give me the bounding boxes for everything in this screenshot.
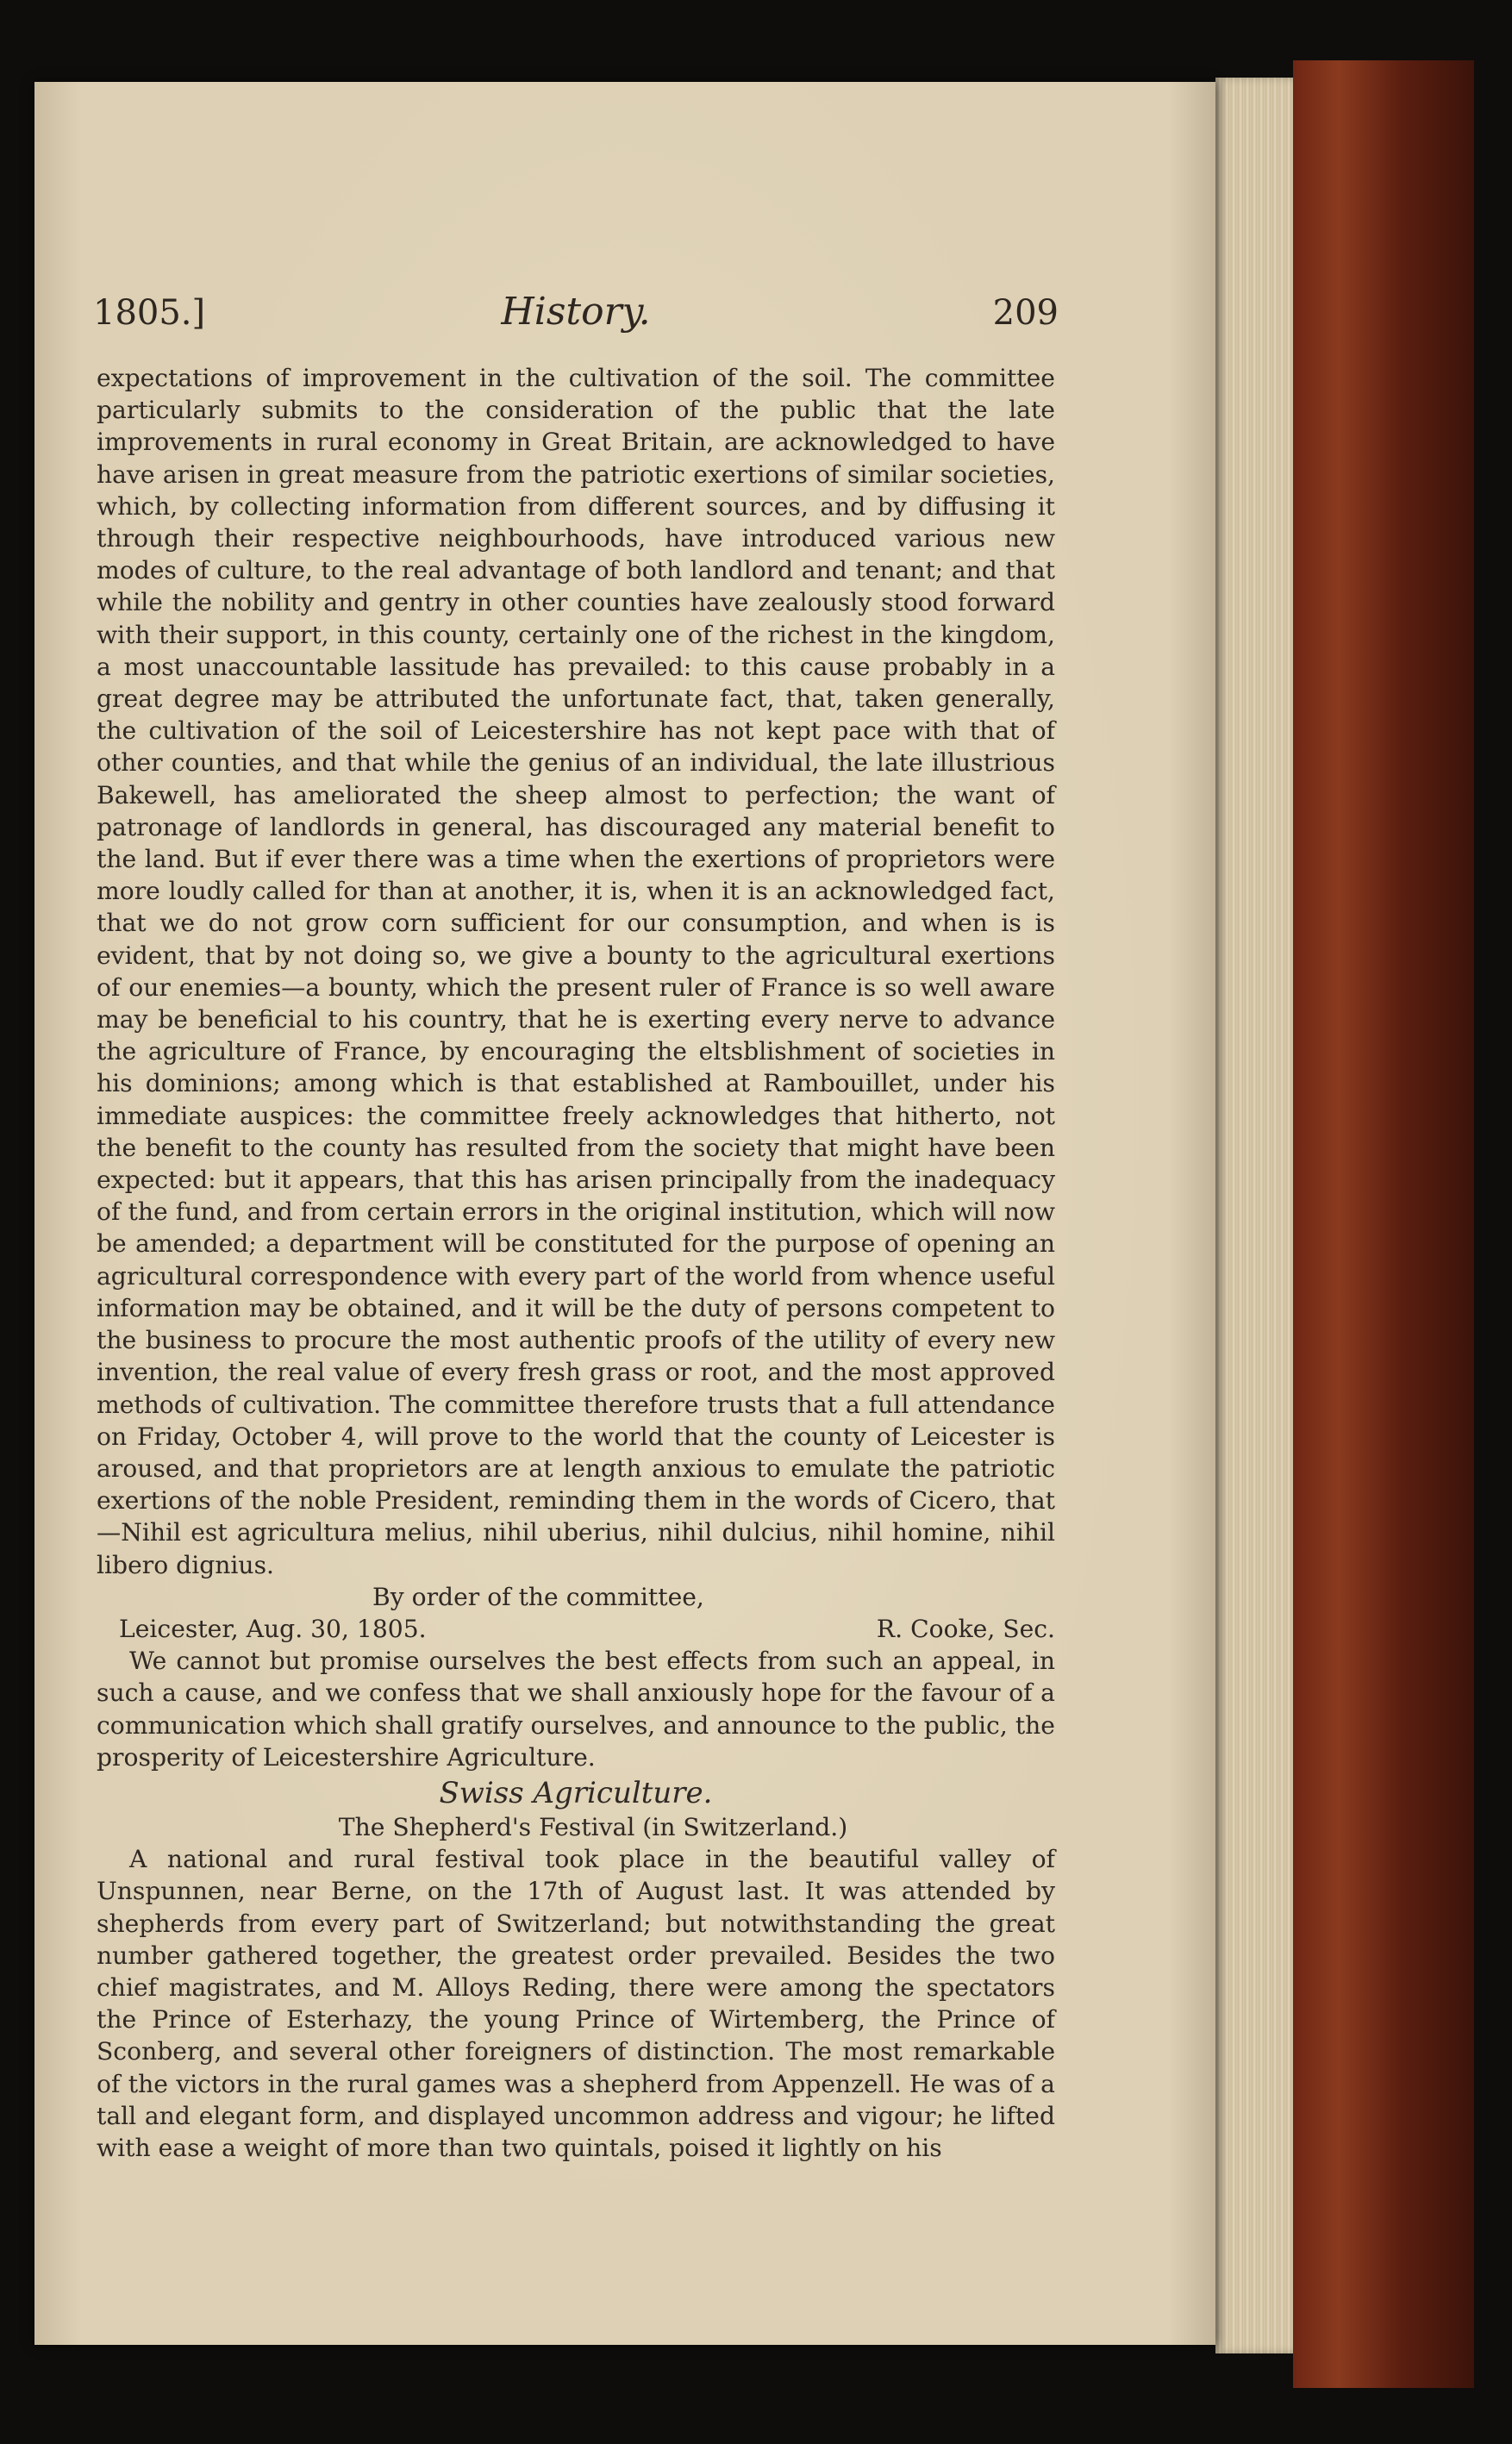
signoff-line: By order of the committee, bbox=[372, 1582, 704, 1611]
section-heading: Swiss Agriculture. bbox=[439, 1775, 713, 1810]
running-header bbox=[93, 284, 1059, 345]
header-title: History. bbox=[501, 290, 651, 334]
paragraph-editor-note: We cannot but promise ourselves the best effects from such an appeal, in such a cause, and we confess that we shall anxiously hope for the favour of a communication which shall gratify ourselves, and announce to the public, the prosperity of Leicestershire Agriculture. bbox=[97, 1647, 1055, 1772]
book-binding bbox=[1293, 60, 1474, 2388]
dateline bbox=[97, 1613, 1055, 1645]
section-subheading: The Shepherd's Festival (in Switzerland.) bbox=[338, 1812, 848, 1841]
signature: R. Cooke, Sec. bbox=[876, 1614, 1055, 1643]
page-number: 209 bbox=[992, 293, 1059, 333]
paragraph-committee-report: expectations of improvement in the cultivation of the soil. The committee particularly submits to the consideration of the public that the late improvements in rural economy in Great Britain, are acknowledged to have have arisen in great measure from the patriotic exertions of similar societies, which, by collecting information from different sources, and by diffusing it through their respective neighbourhoods, have introduced various new modes of culture, to the real advantage of both landlord and tenant; and that while the nobility and gentry in other counties have zealously stood forward with their support, in this county, certainly one of the richest in the kingdom, a most unaccountable lassitude has prevailed: to this cause probably in a great degree may be attributed the unfortunate fact, that, taken generally, the cultivation of the soil of Leicestershire has not kept pace with that of other counties, and that while the genius of an individual, the late illustrious Bakewell, has ameliorated the sheep almost to perfection; the want of patronage of landlords in general, has discouraged any material benefit to the land. But if ever there was a time when the exertions of proprietors were more loudly called for than at another, it is, when it is an acknowledged fact, that we do not grow corn sufficient for our consumption, and when is is evident, that by not doing so, we give a bounty to the agricultural exertions of our enemies—a bounty, which the present ruler of France is so well aware may be beneficial to his country, that he is exerting every nerve to advance the agriculture of France, by encouraging the eltsblishment of societies in his dominions; among which is that established at Rambouillet, under his immediate auspices: the committee freely acknowledges that hitherto, not the benefit to the county has resulted from the society that might have been expected: but it appears, that this has arisen principally from the inadequacy of the fund, and from certain errors in the original institution, which will now be amended; a department will be constituted for the purpose of opening an agricultural correspondence with every part of the world from whence useful information may be obtained, and it will be the duty of persons competent to the business to procure the most authentic proofs of the utility of every new invention, the real value of every fresh grass or root, and the most approved methods of cultivation. The committee therefore trusts that a full attendance on Friday, October 4, will prove to the world that the county of Leicester is aroused, and that proprietors are at length anxious to emulate the patriotic exertions of the noble President, reminding them in the words of Cicero, that—Nihil est agricultura melius, nihil uberius, nihil dulcius, nihil homine, nihil libero dignius. bbox=[97, 364, 1055, 1579]
page-edges bbox=[1215, 78, 1293, 2353]
paragraph-festival: A national and rural festival took place in the beautiful valley of Unspunnen, near Berne, on the 17th of August last. It was attended by shepherds from every part of Switzerland; but notwithstanding the great number gathered together, the greatest order prevailed. Besides the two chief magistrates, and M. Alloys Reding, there were among the spectators the Prince of Esterhazy, the young Prince of Wirtemberg, the Prince of Sconberg, and several other foreigners of distinction. The most remarkable of the victors in the rural games was a shepherd from Appenzell. He was of a tall and elegant form, and displayed uncommon address and vigour; he lifted with ease a weight of more than two quintals, poised it lightly on his bbox=[97, 1845, 1055, 2162]
body-text bbox=[97, 362, 1055, 2164]
place-date: Leicester, Aug. 30, 1805. bbox=[119, 1614, 427, 1643]
header-year: 1805.] bbox=[93, 293, 206, 333]
